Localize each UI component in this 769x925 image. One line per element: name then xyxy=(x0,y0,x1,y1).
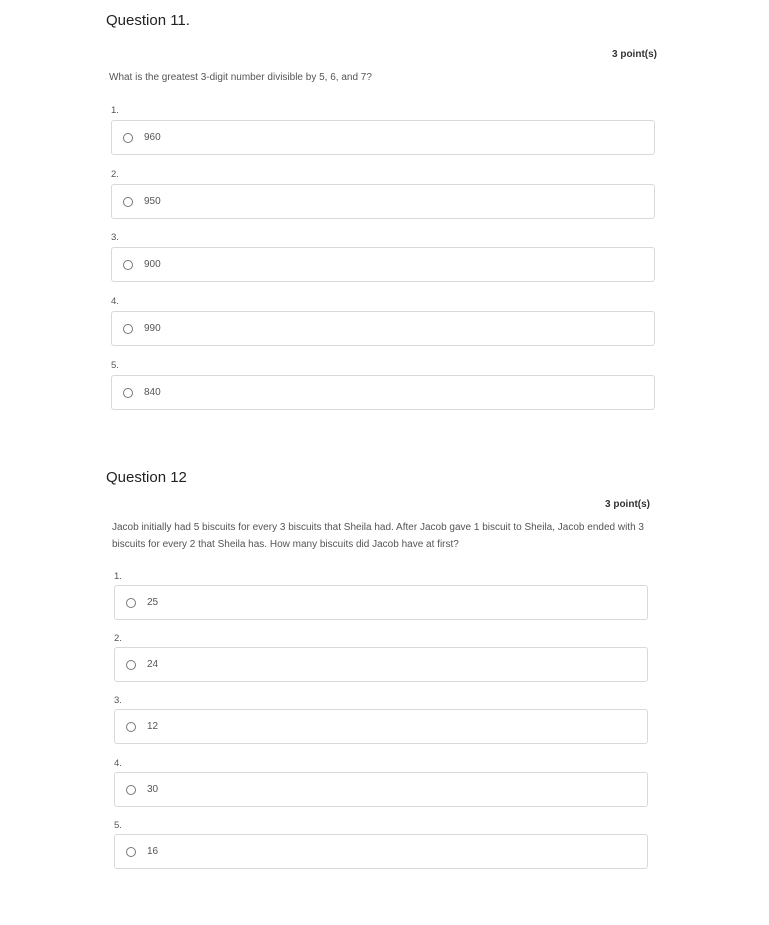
question-points: 3 point(s) xyxy=(605,499,650,510)
option-number: 5. xyxy=(114,820,122,831)
radio-button-icon[interactable] xyxy=(123,260,133,270)
radio-button-icon[interactable] xyxy=(126,660,136,670)
radio-button-icon[interactable] xyxy=(126,598,136,608)
answer-option[interactable] xyxy=(111,247,655,282)
radio-button-icon[interactable] xyxy=(123,388,133,398)
option-label: 25 xyxy=(147,597,159,608)
option-number: 2. xyxy=(111,169,119,180)
option-label: 16 xyxy=(147,846,159,857)
radio-button-icon[interactable] xyxy=(123,197,133,207)
radio-button-icon[interactable] xyxy=(123,324,133,334)
question-text: What is the greatest 3-digit number divisible by 5, 6, and 7? xyxy=(109,72,372,83)
radio-button-icon[interactable] xyxy=(126,722,136,732)
option-label: 990 xyxy=(144,323,161,334)
radio-button-icon[interactable] xyxy=(126,847,136,857)
option-label: 30 xyxy=(147,784,159,795)
option-label: 950 xyxy=(144,196,161,207)
option-number: 1. xyxy=(111,105,119,116)
radio-button-icon[interactable] xyxy=(126,785,136,795)
answer-option[interactable] xyxy=(111,311,655,346)
answer-option[interactable] xyxy=(114,647,648,682)
question-text: Jacob initially had 5 biscuits for every 3 biscuits that Sheila had. After Jacob gave 1 biscuit to Sheila, Jacob ended with 3 biscuits for every 2 that Sheila has. How many biscuits did Jacob have at first? xyxy=(112,522,644,550)
radio-button-icon[interactable] xyxy=(123,133,133,143)
question-title: Question 12 xyxy=(106,469,187,486)
option-number: 5. xyxy=(111,360,119,371)
option-number: 4. xyxy=(111,296,119,307)
option-number: 3. xyxy=(114,695,122,706)
answer-option[interactable] xyxy=(111,184,655,219)
answer-option[interactable] xyxy=(114,709,648,744)
option-label: 24 xyxy=(147,659,159,670)
answer-option[interactable] xyxy=(114,772,648,807)
option-label: 900 xyxy=(144,259,161,270)
option-label: 12 xyxy=(147,721,159,732)
option-number: 3. xyxy=(111,232,119,243)
option-label: 960 xyxy=(144,132,161,143)
option-number: 2. xyxy=(114,633,122,644)
answer-option[interactable] xyxy=(114,834,648,869)
option-label: 840 xyxy=(144,387,161,398)
option-number: 4. xyxy=(114,758,122,769)
answer-option[interactable] xyxy=(111,120,655,155)
question-points: 3 point(s) xyxy=(612,49,657,60)
answer-option[interactable] xyxy=(111,375,655,410)
question-title: Question 11. xyxy=(106,12,190,29)
answer-option[interactable] xyxy=(114,585,648,620)
option-number: 1. xyxy=(114,571,122,582)
